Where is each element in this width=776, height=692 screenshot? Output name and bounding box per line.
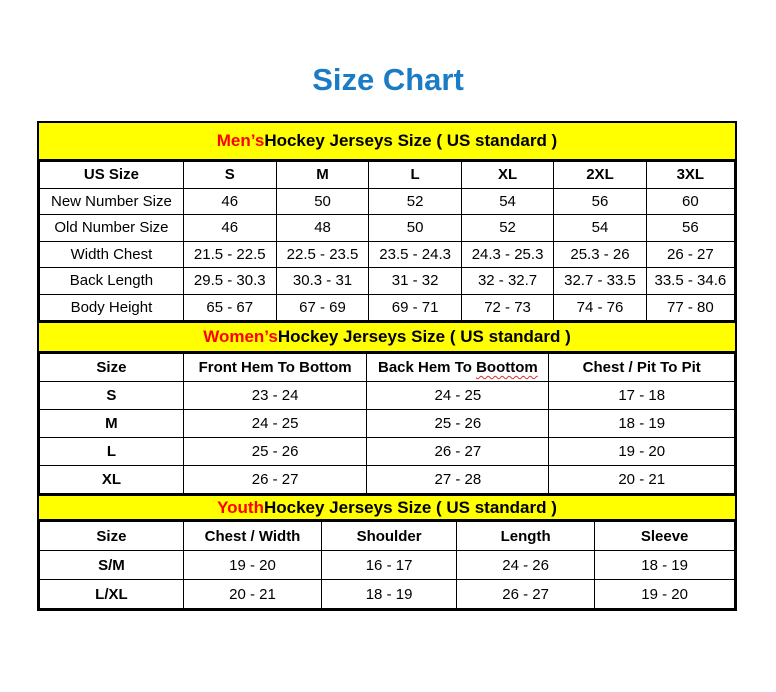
size-value-cell: 26 - 27 — [646, 241, 734, 268]
table-row — [40, 466, 735, 494]
row-label: L — [40, 438, 184, 466]
women-banner-highlight: Women’s — [203, 327, 278, 346]
size-value-cell: 74 - 76 — [554, 294, 646, 321]
table-row — [40, 215, 735, 242]
size-value-cell: 60 — [646, 188, 734, 215]
youth-size-table — [39, 521, 735, 609]
column-header: S — [183, 162, 276, 189]
row-label: M — [40, 410, 184, 438]
size-value-cell: 24 - 25 — [183, 410, 366, 438]
row-label: Width Chest — [40, 241, 184, 268]
size-value-cell: 25 - 26 — [183, 438, 366, 466]
size-value-cell: 50 — [276, 188, 369, 215]
column-header: XL — [461, 162, 553, 189]
row-label: New Number Size — [40, 188, 184, 215]
women-banner-text: Hockey Jerseys Size ( US standard ) — [277, 327, 571, 346]
column-header: Sleeve — [595, 522, 735, 551]
misspelled-word: Boottom — [476, 359, 538, 376]
size-value-cell: 20 - 21 — [183, 580, 321, 609]
size-value-cell: 25 - 26 — [367, 410, 549, 438]
size-value-cell: 46 — [183, 215, 276, 242]
table-row — [40, 580, 735, 609]
column-header: M — [276, 162, 369, 189]
size-value-cell: 69 - 71 — [369, 294, 461, 321]
women-size-table — [39, 353, 735, 494]
size-value-cell: 52 — [369, 188, 461, 215]
column-header: Size — [40, 354, 184, 382]
size-value-cell: 26 - 27 — [367, 438, 549, 466]
column-header: 2XL — [554, 162, 646, 189]
size-value-cell: 24 - 25 — [367, 382, 549, 410]
size-value-cell: 25.3 - 26 — [554, 241, 646, 268]
youth-header-row — [40, 522, 735, 551]
size-value-cell: 18 - 19 — [549, 410, 735, 438]
size-value-cell: 21.5 - 22.5 — [183, 241, 276, 268]
size-value-cell: 26 - 27 — [183, 466, 366, 494]
women-section-banner — [39, 321, 735, 353]
youth-banner-highlight: Youth — [217, 497, 264, 517]
size-value-cell: 24 - 26 — [456, 551, 594, 580]
size-value-cell: 52 — [461, 215, 553, 242]
size-value-cell: 26 - 27 — [456, 580, 594, 609]
size-value-cell: 19 - 20 — [595, 580, 735, 609]
size-value-cell: 56 — [646, 215, 734, 242]
table-row — [40, 551, 735, 580]
size-value-cell: 23.5 - 24.3 — [369, 241, 461, 268]
size-value-cell: 32.7 - 33.5 — [554, 268, 646, 295]
column-header: L — [369, 162, 461, 189]
size-value-cell: 72 - 73 — [461, 294, 553, 321]
row-label: L/XL — [40, 580, 184, 609]
column-header: Chest / Width — [183, 522, 321, 551]
column-header: Back Hem To Boottom — [367, 354, 549, 382]
size-value-cell: 19 - 20 — [183, 551, 321, 580]
table-row — [40, 241, 735, 268]
size-value-cell: 16 - 17 — [322, 551, 457, 580]
size-value-cell: 31 - 32 — [369, 268, 461, 295]
size-value-cell: 77 - 80 — [646, 294, 734, 321]
size-value-cell: 27 - 28 — [367, 466, 549, 494]
size-value-cell: 54 — [554, 215, 646, 242]
table-row — [40, 438, 735, 466]
size-value-cell: 24.3 - 25.3 — [461, 241, 553, 268]
row-label: Back Length — [40, 268, 184, 295]
size-value-cell: 20 - 21 — [549, 466, 735, 494]
column-header: Shoulder — [322, 522, 457, 551]
size-chart-tables — [37, 121, 737, 611]
size-value-cell: 23 - 24 — [183, 382, 366, 410]
size-value-cell: 32 - 32.7 — [461, 268, 553, 295]
row-label: Old Number Size — [40, 215, 184, 242]
size-value-cell: 29.5 - 30.3 — [183, 268, 276, 295]
size-value-cell: 33.5 - 34.6 — [646, 268, 734, 295]
column-header: 3XL — [646, 162, 734, 189]
size-value-cell: 67 - 69 — [276, 294, 369, 321]
youth-banner-text: Hockey Jerseys Size ( US standard ) — [263, 497, 557, 517]
table-row — [40, 382, 735, 410]
youth-section-banner — [39, 494, 735, 521]
row-label: XL — [40, 466, 184, 494]
men-size-table — [39, 161, 735, 321]
size-value-cell: 30.3 - 31 — [276, 268, 369, 295]
size-value-cell: 65 - 67 — [183, 294, 276, 321]
men-banner-highlight: Men’s — [216, 131, 265, 150]
women-header-row — [40, 354, 735, 382]
men-section-banner — [39, 123, 735, 161]
size-value-cell: 46 — [183, 188, 276, 215]
size-value-cell: 22.5 - 23.5 — [276, 241, 369, 268]
column-header: Length — [456, 522, 594, 551]
size-value-cell: 50 — [369, 215, 461, 242]
row-label: S/M — [40, 551, 184, 580]
size-value-cell: 17 - 18 — [549, 382, 735, 410]
page-title: Size Chart — [312, 62, 464, 97]
size-value-cell: 19 - 20 — [549, 438, 735, 466]
column-header: US Size — [40, 162, 184, 189]
size-value-cell: 18 - 19 — [595, 551, 735, 580]
column-header: Size — [40, 522, 184, 551]
column-header: Chest / Pit To Pit — [549, 354, 735, 382]
table-row — [40, 268, 735, 295]
row-label: S — [40, 382, 184, 410]
size-value-cell: 18 - 19 — [322, 580, 457, 609]
size-value-cell: 54 — [461, 188, 553, 215]
table-row — [40, 188, 735, 215]
size-value-cell: 56 — [554, 188, 646, 215]
men-header-row — [40, 162, 735, 189]
men-banner-text: Hockey Jerseys Size ( US standard ) — [264, 131, 558, 150]
size-value-cell: 48 — [276, 215, 369, 242]
column-header: Front Hem To Bottom — [183, 354, 366, 382]
table-row — [40, 410, 735, 438]
row-label: Body Height — [40, 294, 184, 321]
table-row — [40, 294, 735, 321]
